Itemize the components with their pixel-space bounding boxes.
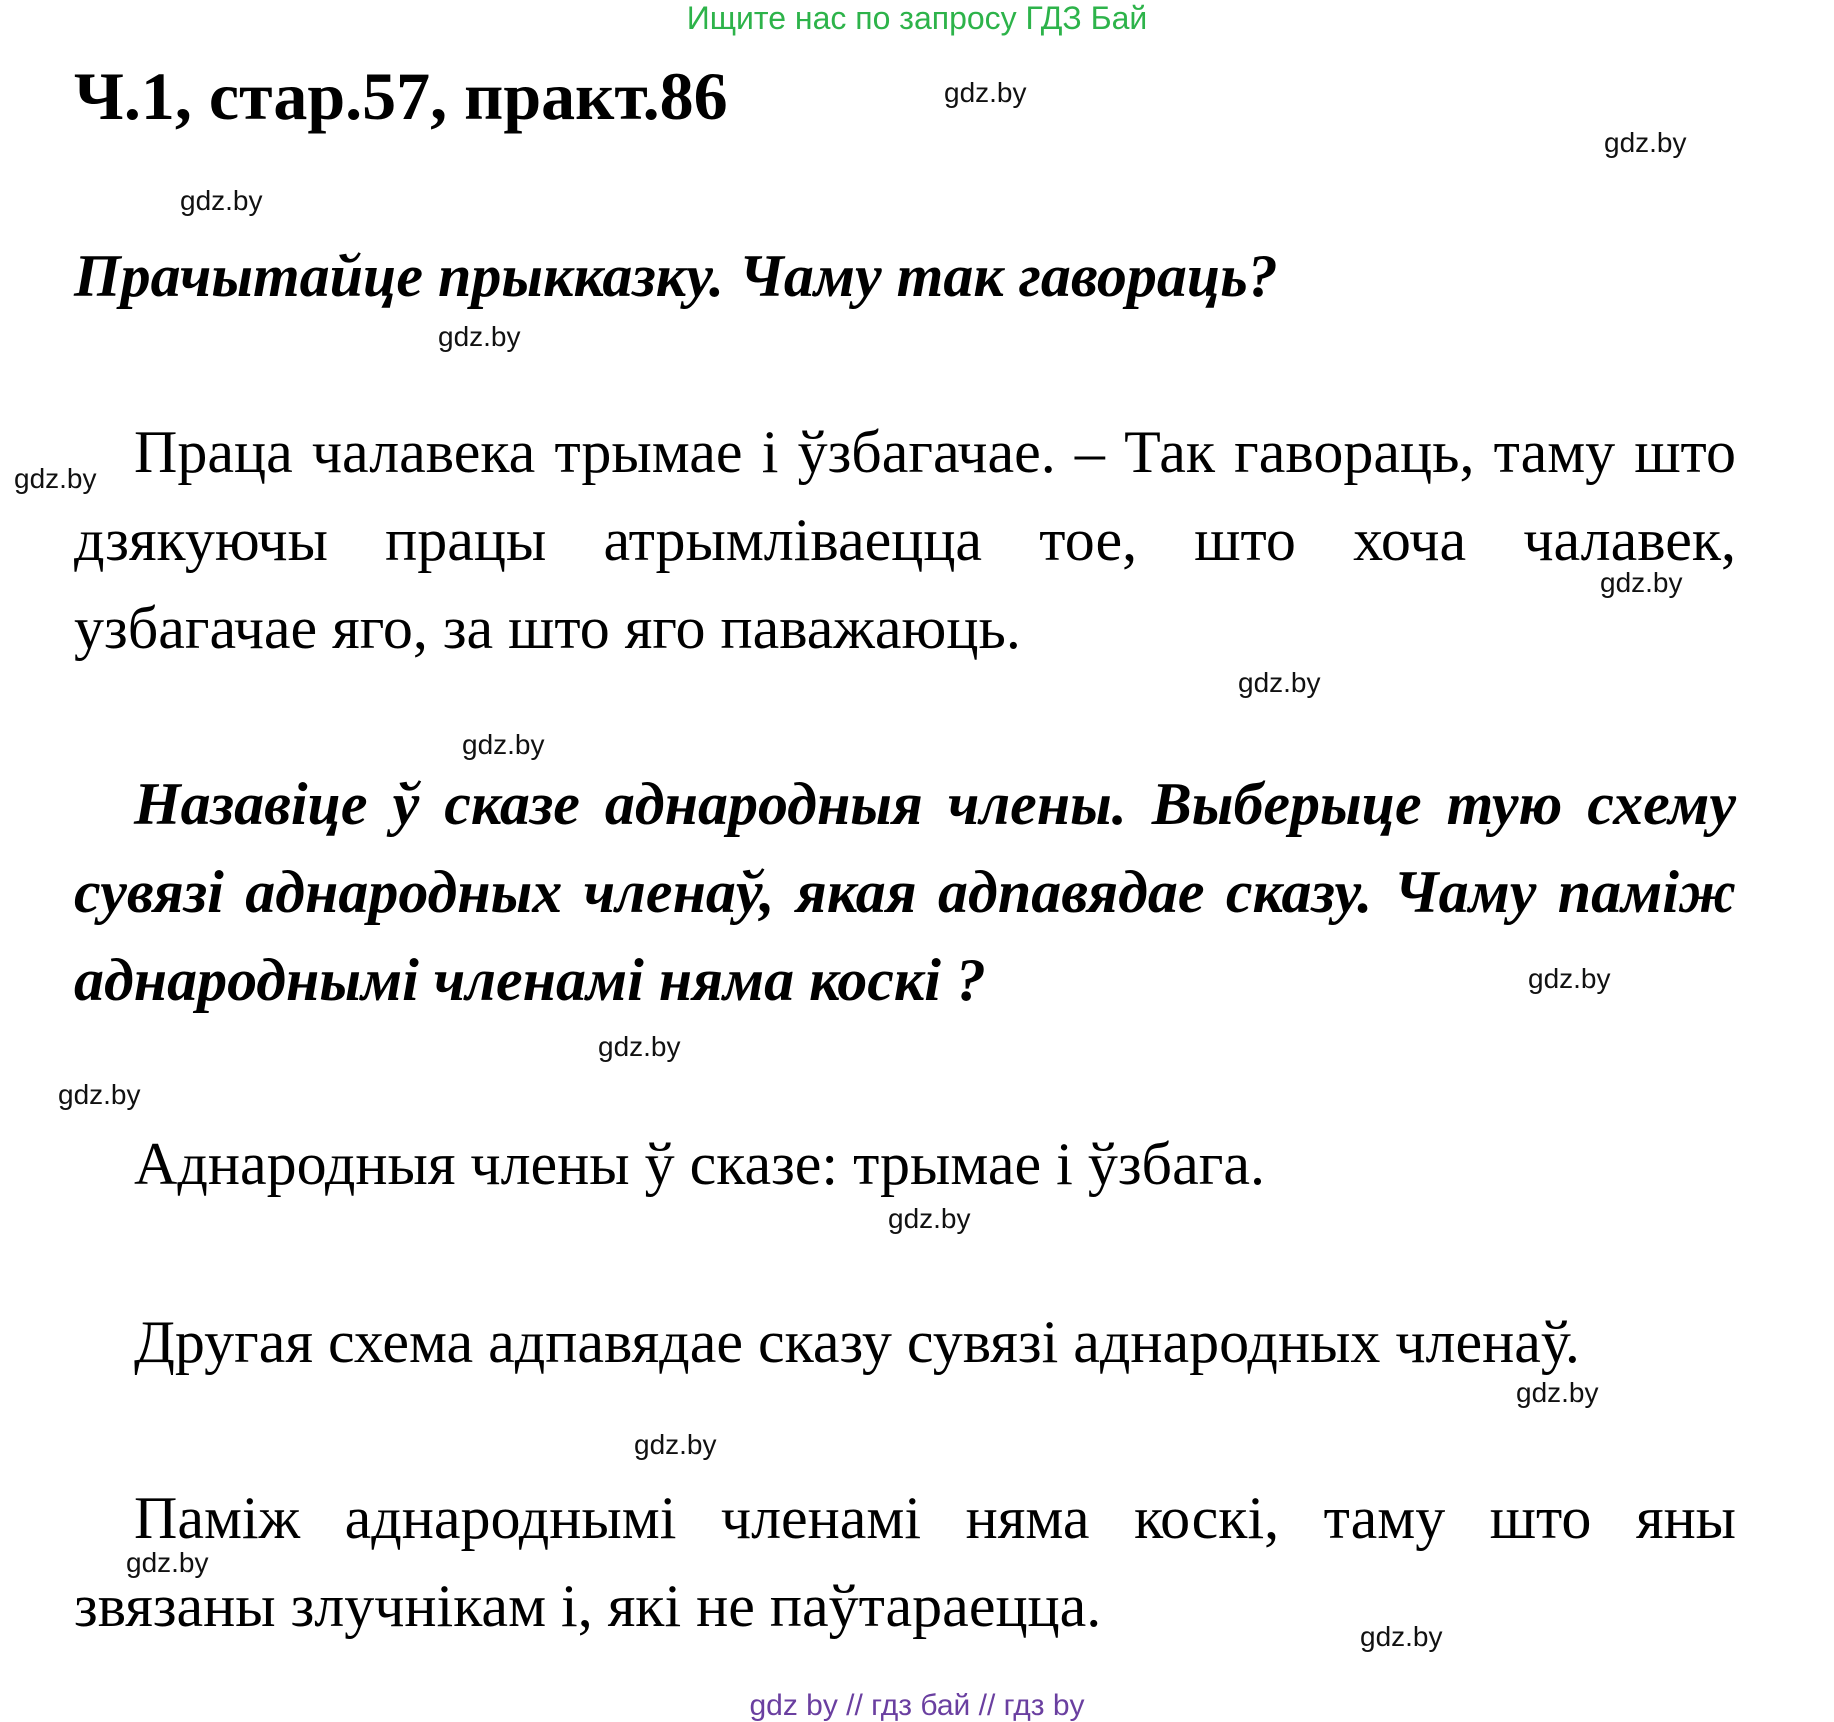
watermark: gdz.by bbox=[1604, 127, 1687, 158]
answer-2-paragraph: Аднародныя члены ў сказе: трымае і ўзбага. bbox=[134, 1131, 1265, 1197]
answer-3-paragraph: Другая схема адпавядае сказу сувязі аднародных членаў. bbox=[134, 1309, 1580, 1375]
watermark: gdz.by bbox=[634, 1429, 717, 1460]
watermark: gdz.by bbox=[58, 1079, 141, 1110]
answer-1-paragraph: Праца чалавека трымае і ўзбагачае. – Так гавораць, таму што дзякуючы працы атрымліваецца тое, што хоча чалавек, узбагачае яго, за што яго паважаюць. bbox=[74, 419, 1736, 661]
footer-links: gdz by // гдз бай // гдз by bbox=[749, 1689, 1085, 1722]
watermark: gdz.by bbox=[1528, 963, 1611, 994]
watermark: gdz.by bbox=[1600, 567, 1683, 598]
watermark: gdz.by bbox=[1238, 667, 1321, 698]
watermark: gdz.by bbox=[462, 729, 545, 760]
top-banner: Ищите нас по запросу ГДЗ Бай bbox=[686, 0, 1148, 36]
task-2-prompt: Назавіце ў сказе аднародныя члены. Выберыце тую схему сувязі аднародных членаў, якая адпавядае сказу. Чаму паміж аднароднымі членамі няма коскі ? bbox=[74, 771, 1736, 1013]
watermark: gdz.by bbox=[1516, 1377, 1599, 1408]
task-1-prompt: Прачытайце прыкказку. Чаму так гавораць? bbox=[74, 243, 1278, 309]
watermark: gdz.by bbox=[598, 1031, 681, 1062]
watermark: gdz.by bbox=[180, 185, 263, 216]
page-title: Ч.1, стар.57, практ.86 bbox=[74, 58, 728, 134]
watermark: gdz.by bbox=[126, 1547, 209, 1578]
watermark: gdz.by bbox=[14, 463, 97, 494]
watermark: gdz.by bbox=[438, 321, 521, 352]
watermark: gdz.by bbox=[888, 1203, 971, 1234]
watermark: gdz.by bbox=[944, 77, 1027, 108]
watermark: gdz.by bbox=[1360, 1621, 1443, 1652]
answer-4-paragraph: Паміж аднароднымі членамі няма коскі, таму што яны звязаны злучнікам і, які не паўтараецца. bbox=[74, 1485, 1736, 1639]
